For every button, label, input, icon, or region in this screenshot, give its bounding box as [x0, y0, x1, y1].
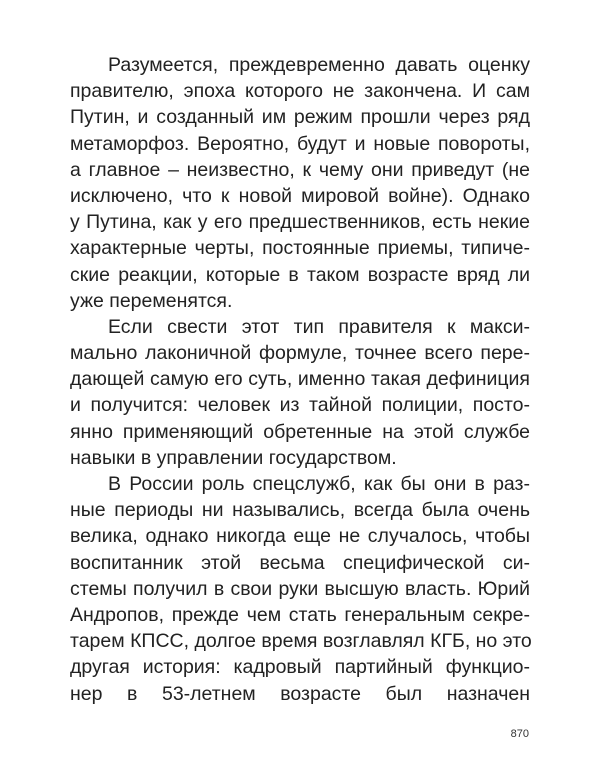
text-line: навыки в управлении государством. — [70, 446, 397, 469]
text-line: мально лаконичной формуле, точнее всего пере- — [70, 342, 530, 365]
text-line: тарем КПСС, долгое время возглавлял КГБ, но это — [70, 630, 532, 653]
text-line: у Путина, как у его предшественников, есть некие — [70, 211, 530, 234]
text-line: ские реакции, которые в таком возрасте вряд ли — [70, 263, 530, 286]
text-line: а главное – неизвестно, к чему они приведут (не — [70, 158, 530, 181]
text-line: Андропов, прежде чем стать генеральным секре- — [70, 603, 530, 626]
text-line: Если свести этот тип правителя к макси- — [108, 315, 530, 338]
text-line: уже переменятся. — [70, 289, 233, 312]
body-text — [70, 52, 530, 707]
page-number: 870 — [510, 728, 529, 740]
text-line: янно применяющий обретенные на этой службе — [70, 420, 530, 443]
text-line: Путин, и созданный им режим прошли через ряд — [70, 106, 530, 129]
text-line: и получится: человек из тайной полиции, посто- — [70, 394, 530, 417]
text-line: воспитанник этой весьма специфической си- — [70, 551, 530, 574]
text-line: правителю, эпоха которого не закончена. И сам — [70, 80, 530, 103]
text-line: стемы получил в свои руки высшую власть. Юрий — [70, 577, 530, 600]
text-line: дающей самую его суть, именно такая дефиниция — [70, 368, 530, 391]
text-line: исключено, что к новой мировой войне). Однако — [70, 184, 530, 207]
text-line: В России роль спецслужб, как бы они в раз- — [108, 473, 530, 495]
text-line: Разумеется, преждевременно давать оценку — [108, 54, 530, 76]
text-line: велика, однако никогда еще не случалось, чтобы — [70, 525, 530, 548]
text-line: ные периоды ни назывались, всегда была очень — [70, 499, 530, 522]
text-line: другая история: кадровый партийный функцио- — [70, 656, 530, 679]
text-line: метаморфоз. Вероятно, будут и новые повороты, — [70, 132, 530, 155]
text-line: нер в 53-летнем возрасте был назначен — [70, 682, 530, 705]
text-line: характерные черты, постоянные приемы, типиче- — [70, 237, 530, 260]
